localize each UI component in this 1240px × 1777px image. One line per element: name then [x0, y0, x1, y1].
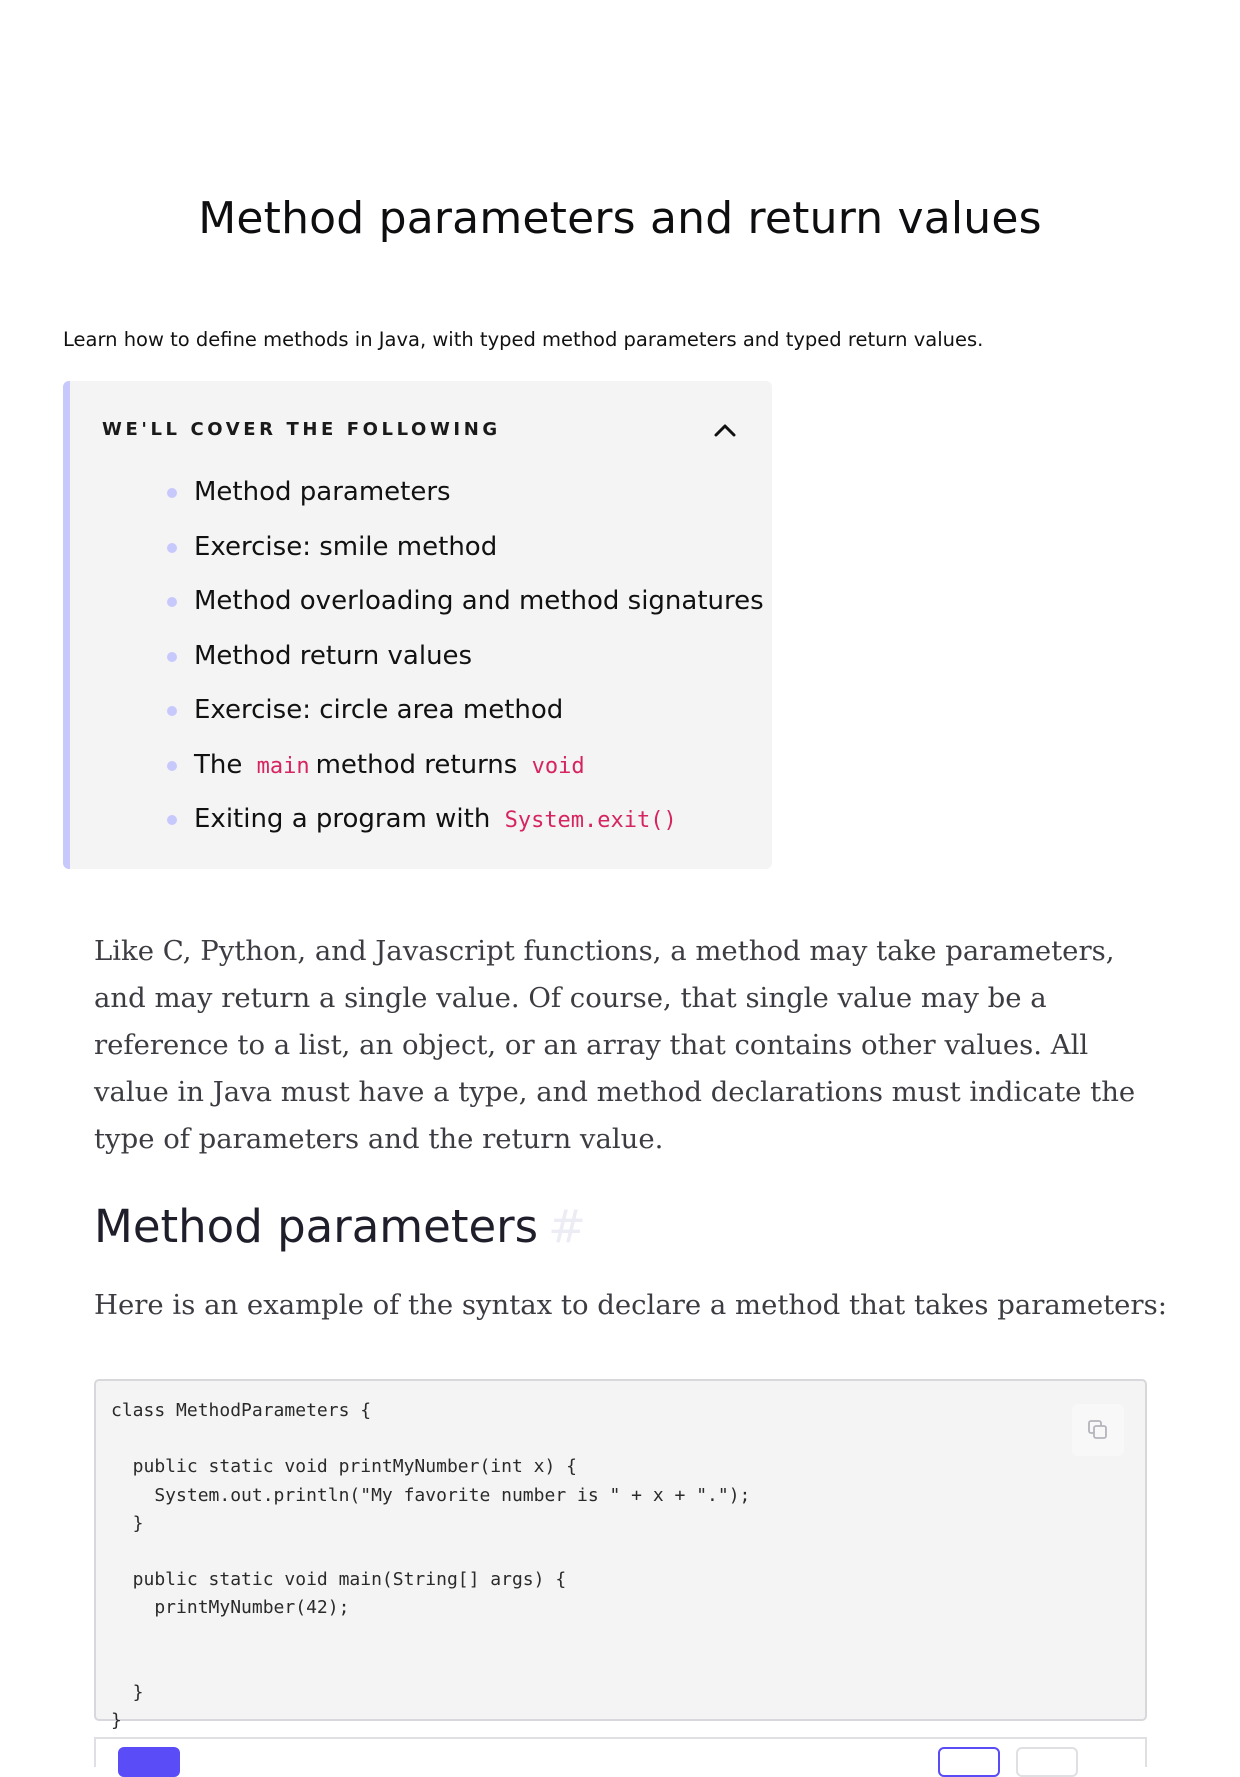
table-of-contents: [63, 381, 772, 869]
code-content[interactable]: class MethodParameters { public static void printMyNumber(int x) { System.out.println("My favorite number is " + x + "."); } public static void main(String[] args) { printMyNumber(42); } }: [111, 1400, 751, 1732]
toc-item-label: Method overloading and method signatures: [194, 586, 764, 616]
toc-item-method-parameters[interactable]: [70, 465, 764, 520]
section-heading: [94, 1200, 586, 1253]
toc-item-text: The: [194, 749, 243, 780]
toc-heading: WE'LL COVER THE FOLLOWING: [102, 419, 501, 440]
code-block: [94, 1379, 1147, 1732]
toc-item-main-returns-void[interactable]: [70, 738, 764, 793]
toc-item-method-overloading[interactable]: [70, 574, 764, 629]
inline-code: main: [256, 753, 310, 779]
code-toolbar: [94, 1737, 1147, 1767]
inline-code: void: [531, 753, 585, 779]
bullet-icon: [167, 761, 177, 771]
section-heading-text: Method parameters: [94, 1200, 539, 1253]
page-summary: Learn how to define methods in Java, with typed method parameters and typed return values.: [63, 328, 984, 351]
toc-item-return-values[interactable]: [70, 629, 764, 684]
toc-item-text: Exiting a program with: [194, 804, 491, 834]
inline-code: System.exit(): [504, 808, 677, 833]
toc-item-label: Exercise: smile method: [194, 531, 498, 562]
bullet-icon: [167, 652, 177, 662]
toc-item-circle-area-exercise[interactable]: [70, 683, 764, 738]
toc-item-text: method returns: [315, 749, 518, 780]
toc-item-label: Method return values: [194, 640, 473, 671]
chevron-up-icon[interactable]: [710, 417, 740, 443]
bullet-icon: [167, 706, 177, 716]
bullet-icon: [167, 543, 177, 553]
copy-icon: [1086, 1418, 1110, 1442]
bullet-icon: [167, 488, 177, 498]
body-paragraph: Like C, Python, and Javascript functions, a method may take parameters, and may return a single value. Of course, that single value may be a reference to a list, an object, or an array that contains other values. All value in Java must have a type, and method declarations must indicate the type of parameters and the return value.: [94, 935, 1136, 1155]
page-title: Method parameters and return values: [198, 193, 1042, 244]
toolbar-button-secondary[interactable]: [1016, 1747, 1078, 1777]
toc-item-label: Exercise: circle area method: [194, 695, 564, 725]
toc-item-label: Method parameters: [194, 477, 451, 507]
copy-button[interactable]: [1072, 1404, 1124, 1456]
toc-item-system-exit[interactable]: [70, 792, 764, 847]
run-button[interactable]: [118, 1747, 180, 1777]
code-intro: Here is an example of the syntax to declare a method that takes parameters:: [94, 1289, 1167, 1321]
toolbar-button-outline[interactable]: [938, 1747, 1000, 1777]
toc-list: [70, 465, 764, 847]
bullet-icon: [167, 815, 177, 825]
toc-item-smile-exercise[interactable]: [70, 520, 764, 575]
bullet-icon: [167, 597, 177, 607]
anchor-link[interactable]: #: [548, 1200, 586, 1253]
